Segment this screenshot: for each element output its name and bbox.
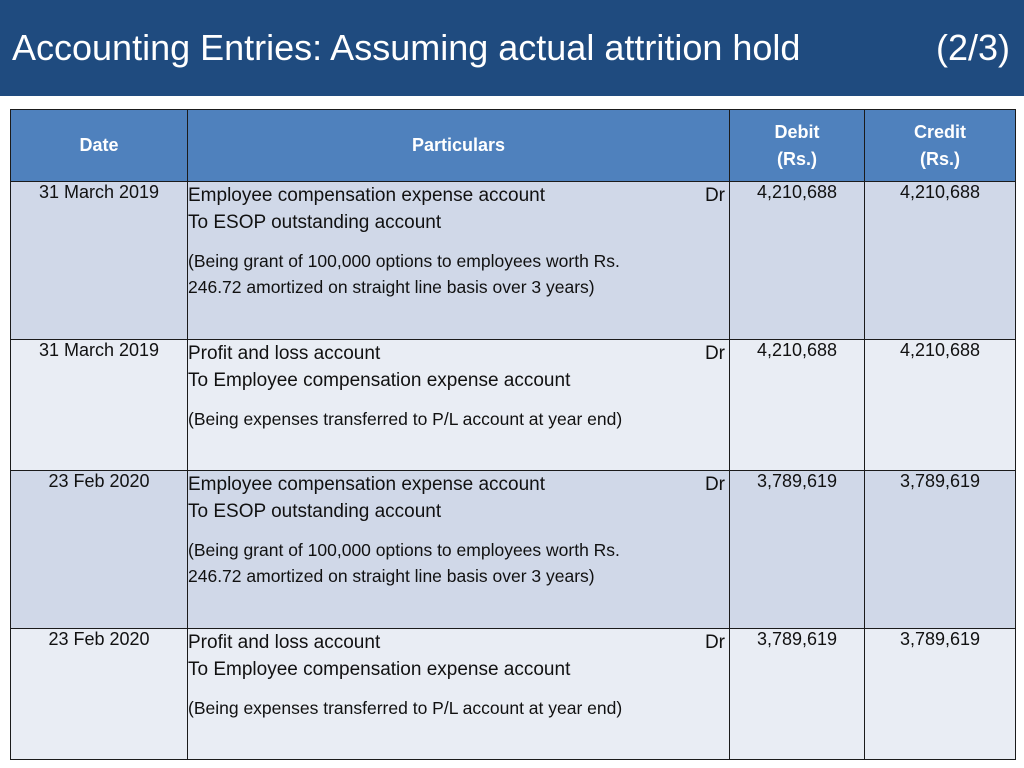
column-header-particulars: Particulars	[188, 110, 730, 182]
credit-account-name: To Employee compensation expense account	[188, 370, 571, 391]
table-row	[11, 340, 1016, 471]
table-row	[11, 629, 1016, 760]
column-header-credit-line1: Credit	[913, 121, 966, 142]
entry-date: 31 March 2019	[11, 182, 188, 340]
debit-amount: 3,789,619	[730, 629, 865, 760]
narration-line: (Being expenses transferred to P/L account at year end)	[188, 698, 623, 718]
debit-account-name: Employee compensation expense account	[188, 185, 546, 206]
dr-marker: Dr	[704, 343, 725, 364]
column-header-credit-line2: (Rs.)	[920, 148, 960, 169]
column-header-date: Date	[11, 110, 188, 182]
column-header-debit-line2: (Rs.)	[777, 148, 817, 169]
entry-date: 23 Feb 2020	[11, 471, 188, 629]
table-row	[11, 471, 1016, 629]
debit-amount: 4,210,688	[730, 340, 865, 471]
entry-narration	[188, 406, 729, 432]
slide-header	[0, 0, 1024, 96]
column-header-credit	[865, 110, 1016, 182]
entry-narration	[188, 248, 729, 300]
entry-narration	[188, 537, 729, 589]
column-header-debit-line1: Debit	[774, 121, 820, 142]
narration-line: (Being grant of 100,000 options to employees worth Rs.	[188, 540, 620, 560]
table-header-row	[11, 110, 1016, 182]
debit-account-line	[188, 471, 729, 498]
entry-particulars	[188, 182, 730, 340]
debit-account-line	[188, 340, 729, 367]
debit-account-name: Profit and loss account	[188, 632, 381, 653]
column-header-debit	[730, 110, 865, 182]
slide-title: Accounting Entries: Assuming actual attrition hold	[12, 27, 801, 68]
entry-particulars	[188, 340, 730, 471]
entry-narration	[188, 695, 729, 721]
credit-account-name: To Employee compensation expense account	[188, 659, 571, 680]
debit-account-name: Employee compensation expense account	[188, 474, 546, 495]
entry-date: 23 Feb 2020	[11, 629, 188, 760]
narration-line: 246.72 amortized on straight line basis over 3 years)	[188, 566, 595, 586]
credit-account-name: To ESOP outstanding account	[188, 212, 442, 233]
entry-date: 31 March 2019	[11, 340, 188, 471]
credit-amount: 4,210,688	[865, 182, 1016, 340]
credit-amount: 4,210,688	[865, 340, 1016, 471]
entry-particulars	[188, 471, 730, 629]
table-row	[11, 182, 1016, 340]
credit-amount: 3,789,619	[865, 471, 1016, 629]
debit-account-line	[188, 629, 729, 656]
dr-marker: Dr	[704, 474, 725, 495]
debit-amount: 4,210,688	[730, 182, 865, 340]
dr-marker: Dr	[704, 632, 725, 653]
dr-marker: Dr	[704, 185, 725, 206]
narration-line: (Being expenses transferred to P/L account at year end)	[188, 409, 623, 429]
entry-particulars	[188, 629, 730, 760]
journal-entries-table	[10, 109, 1016, 760]
credit-account-name: To ESOP outstanding account	[188, 501, 442, 522]
slide-page-indicator: (2/3)	[935, 27, 1010, 68]
debit-account-line	[188, 182, 729, 209]
narration-line: (Being grant of 100,000 options to employees worth Rs.	[188, 251, 620, 271]
debit-amount: 3,789,619	[730, 471, 865, 629]
debit-account-name: Profit and loss account	[188, 343, 381, 364]
narration-line: 246.72 amortized on straight line basis over 3 years)	[188, 277, 595, 297]
credit-amount: 3,789,619	[865, 629, 1016, 760]
